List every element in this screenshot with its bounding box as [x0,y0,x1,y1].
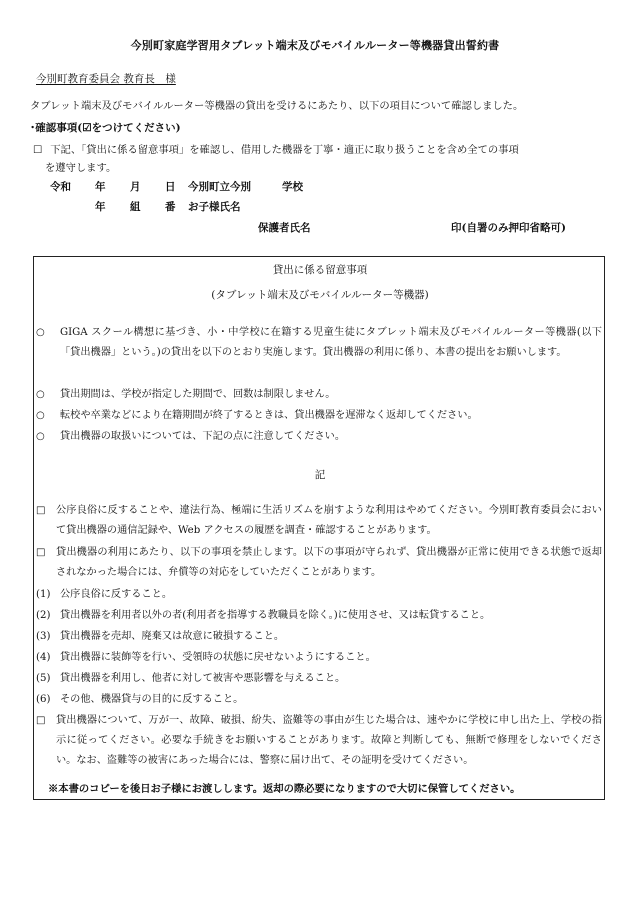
prohibition-text: 公序良俗に反すること。 [60,589,173,600]
prohibition-item [36,606,602,626]
square-bullet: □ [36,715,46,726]
notes-subtitle: (タブレット端末及びモバイルルーター等機器) [211,289,429,301]
note-square-2 [36,543,602,583]
note-circle-3 [36,406,602,426]
note-square-1 [36,501,602,541]
circle-bullet: ○ [36,431,45,442]
prohibition-item [36,627,602,647]
notes-title: 貸出に係る留意事項 [272,264,368,276]
note-square-3 [36,711,602,771]
note-square-text: 公序良俗に反することや、違法行為、極端に生活リズムを崩すような利用はやめてください。今別町教育委員会において貸出機器の通信記録や、Web アクセスの履歴を調査・確認することがあります。 [56,505,602,536]
date-month-label: 月 [130,181,141,193]
circle-bullet: ○ [36,327,45,338]
confirm-item-line2: を遵守します。 [45,162,117,174]
prohibition-number: (6) [36,694,51,705]
note-square-text: 貸出機器について、万が一、故障、破損、紛失、盗難等の事由が生じた場合は、速やかに学校に申し出た上、学校の指示に従ってください。必要な手続きをお願いすることがあります。故障と判断しても、無断で修理をしないでください。なお、盗難等の被害にあった場合には、警察に届け出て、その証明を受けてください。 [56,715,602,766]
note-circle-text: 貸出期間は、学校が指定した期間で、回数は制限しません。 [60,389,336,400]
prohibition-text: その他、機器貸与の目的に反すること。 [60,694,244,705]
school-name-label: 今別町立今別 [188,181,251,193]
prohibition-number: (1) [36,589,51,600]
prohibition-number: (2) [36,610,51,621]
ki-heading: 記 [314,469,326,481]
square-bullet: □ [36,505,46,516]
document-title: 今別町家庭学習用タブレット端末及びモバイルルーター等機器貸出誓約書 [130,39,500,52]
class-label: 組 [130,201,141,213]
note-circle-2 [36,385,602,405]
note-circle-text: GIGA スクール構想に基づき、小・中学校に在籍する児童生徒にタブレット端末及びモバイルルーター等機器(以下「貸出機器」という。)の貸出を以下のとおり実施します。貸出機器の利用に係り、本書の提出をお願いします。 [60,327,602,358]
prohibition-text: 貸出機器に装飾等を行い、受領時の状態に戻せないようにすること。 [60,652,376,663]
confirm-checkbox[interactable]: ☐ [33,144,43,156]
prohibition-item [36,648,602,668]
confirm-heading: ･確認事項(☑をつけてください) [30,122,181,134]
prohibition-number: (5) [36,673,51,684]
square-bullet: □ [36,547,46,558]
date-era: 令和 [50,181,71,193]
number-label: 番 [165,201,176,213]
confirm-item [33,141,603,177]
prohibition-number: (3) [36,631,51,642]
prohibition-text: 貸出機器を利用者以外の者(利用者を指導する教職員を除く。)に使用させ、又は転貸すること。 [60,610,491,621]
note-circle-text: 貸出機器の取扱いについては、下記の点に注意してください。 [60,431,346,442]
note-circle-1 [36,323,602,363]
notes-box [33,256,605,800]
copy-notice: ※本書のコピーを後日お子様にお渡しします。返却の際必要になりますので大切に保管してください。 [48,783,521,795]
prohibition-item [36,690,602,710]
note-circle-4 [36,427,602,447]
prohibition-item [36,669,602,689]
circle-bullet: ○ [36,410,45,421]
circle-bullet: ○ [36,389,45,400]
guardian-name-label: 保護者氏名 [258,222,311,234]
school-suffix: 学校 [282,181,303,193]
date-year-label: 年 [95,181,106,193]
prohibition-text: 貸出機器を利用し、他者に対して被害や悪影響を与えること。 [60,673,346,684]
confirm-item-line1: 下記、「貸出に係る留意事項」を確認し、借用した機器を丁寧・適正に取り扱うことを含め全ての事項 [50,144,519,156]
prohibition-number: (4) [36,652,51,663]
note-circle-text: 転校や卒業などにより在籍期間が終了するときは、貸出機器を遅滞なく返却してください。 [60,410,478,421]
prohibition-item [36,585,602,605]
prohibition-text: 貸出機器を売却、廃棄又は故意に破損すること。 [60,631,285,642]
date-day-label: 日 [165,181,176,193]
addressee: 今別町教育委員会 教育長 様 [36,73,176,85]
grade-label: 年 [95,201,106,213]
intro-text: タブレット端末及びモバイルルーター等機器の貸出を受けるにあたり、以下の項目について確認しました。 [30,100,524,112]
child-name-label: お子様氏名 [188,201,241,213]
seal-label: 印(自署のみ押印省略可) [451,222,566,234]
note-square-text: 貸出機器の利用にあたり、以下の事項を禁止します。以下の事項が守られず、貸出機器が正常に使用できる状態で返却されなかった場合には、弁償等の対応をしていただくことがあります。 [56,547,602,578]
